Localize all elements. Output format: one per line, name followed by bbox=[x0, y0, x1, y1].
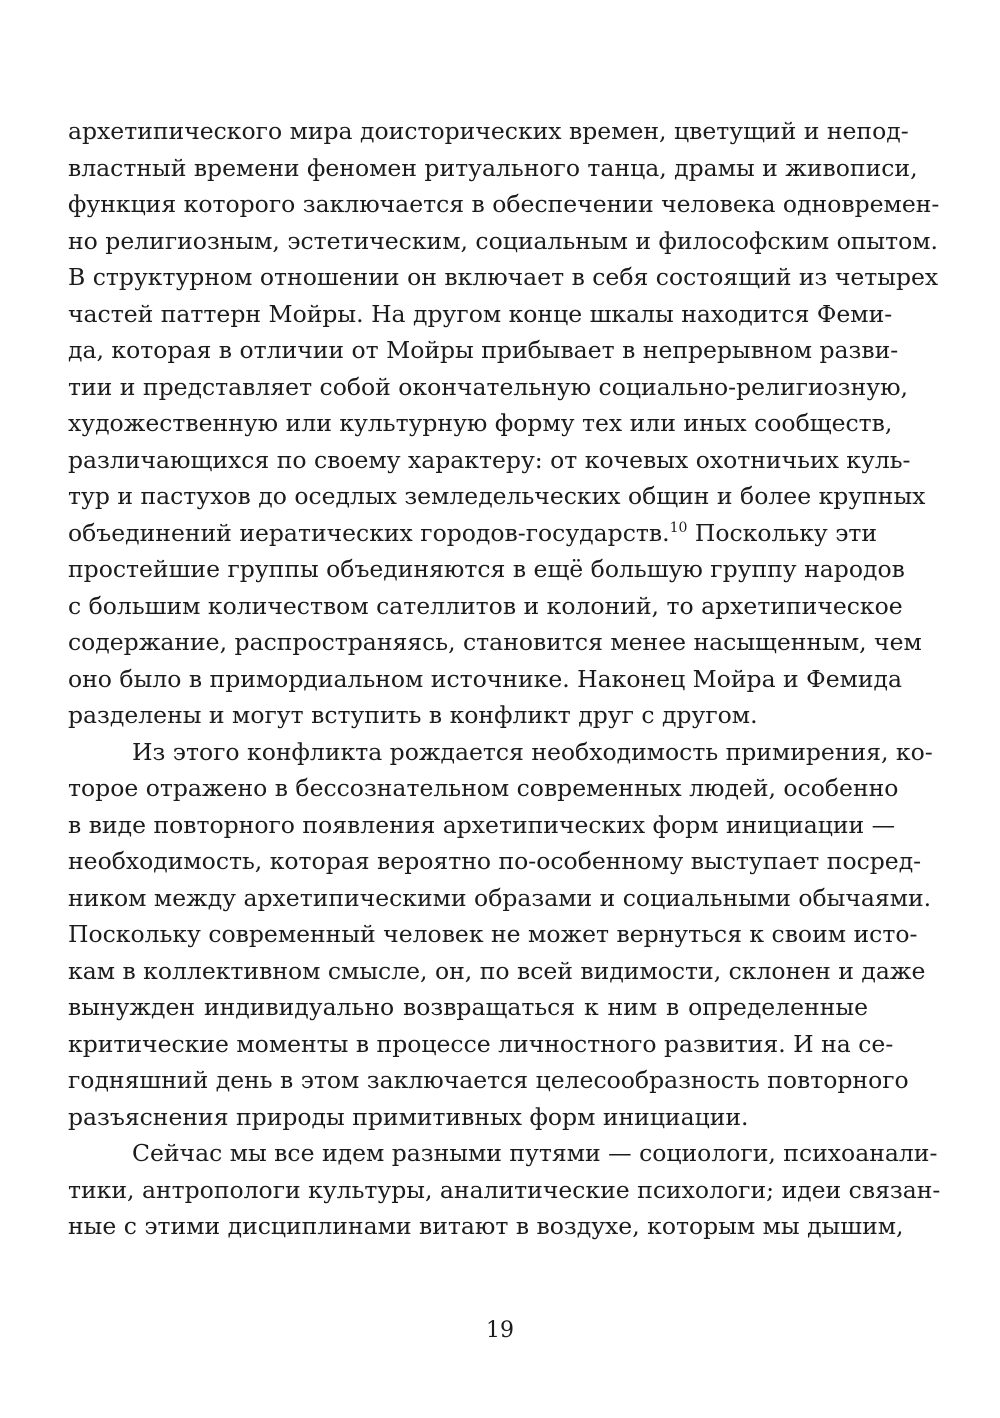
line-text: критические моменты в процессе личностного развития. И на се- bbox=[68, 1029, 894, 1058]
line-text: но религиозным, эстетическим, социальным и философским опытом. bbox=[68, 226, 938, 255]
text-line bbox=[68, 515, 878, 552]
text-line bbox=[68, 843, 922, 880]
line-text: различающихся по своему характеру: от кочевых охотничьих куль- bbox=[68, 445, 911, 474]
body-text bbox=[68, 113, 941, 1245]
line-text: оно было в примордиальном источнике. Наконец Мойра и Фемида bbox=[68, 664, 903, 693]
line-text: В структурном отношении он включает в себя состоящий из четырех bbox=[68, 263, 939, 291]
text-line bbox=[68, 661, 903, 698]
text-line bbox=[68, 1135, 938, 1172]
paragraph bbox=[68, 1135, 941, 1245]
line-text: Поскольку современный человек не может вернуться к своим исто- bbox=[68, 920, 918, 948]
text-line bbox=[68, 223, 938, 260]
text-line bbox=[68, 369, 908, 406]
text-line bbox=[68, 186, 940, 223]
text-line bbox=[68, 332, 899, 369]
text-line bbox=[68, 916, 918, 953]
text-line bbox=[68, 807, 896, 844]
text-line bbox=[68, 478, 926, 515]
line-text: содержание, распространяясь, становится менее насыщенным, чем bbox=[68, 628, 922, 656]
line-text: функция которого заключается в обеспечении человека одновремен- bbox=[68, 190, 940, 218]
text-line bbox=[68, 697, 868, 734]
text-line bbox=[68, 588, 903, 625]
text-line bbox=[68, 770, 899, 807]
text-line bbox=[68, 880, 932, 917]
line-text: тур и пастухов до оседлых земледельческих общин и более крупных bbox=[68, 482, 926, 510]
line-text-continued: Поскольку эти bbox=[687, 518, 878, 547]
line-text: простейшие группы объединяются в ещё большую группу народов bbox=[68, 555, 905, 583]
text-line bbox=[68, 113, 909, 150]
paragraph bbox=[68, 734, 933, 1136]
line-text: ником между архетипическими образами и социальными обычаями. bbox=[68, 883, 932, 912]
text-line bbox=[68, 1062, 909, 1099]
line-text: разделены и могут вступить в конфликт друг с другом. bbox=[68, 701, 758, 729]
text-line bbox=[68, 442, 911, 479]
text-line bbox=[68, 1099, 868, 1136]
line-text: архетипического мира доисторических времен, цветущий и непод- bbox=[68, 117, 909, 145]
text-line bbox=[68, 989, 868, 1026]
line-text: объединений иератических городов-государств. bbox=[68, 518, 670, 547]
line-text: частей паттерн Мойры. На другом конце шкалы находится Феми- bbox=[68, 299, 893, 328]
text-line bbox=[68, 259, 939, 296]
line-text: разъяснения природы примитивных форм инициации. bbox=[68, 1102, 749, 1131]
page-number: 19 bbox=[486, 1318, 514, 1343]
line-text: тики, антропологи культуры, аналитические психологи; идеи связан- bbox=[68, 1175, 941, 1204]
line-text: годняшний день в этом заключается целесообразность повторного bbox=[68, 1066, 909, 1094]
line-text: торое отражено в бессознательном современных людей, особенно bbox=[68, 774, 899, 802]
line-text: в виде повторного появления архетипических форм инициации — bbox=[68, 810, 896, 839]
footnote-marker[interactable]: 10 bbox=[669, 519, 688, 536]
text-line bbox=[68, 1172, 941, 1209]
text-line bbox=[68, 624, 922, 661]
line-text: ные с этими дисциплинами витают в воздухе, которым мы дышим, bbox=[68, 1212, 904, 1240]
line-text: Сейчас мы все идем разными путями — социологи, психоанали- bbox=[132, 1139, 938, 1167]
text-line bbox=[68, 1208, 904, 1245]
line-text: кам в коллективном смысле, он, по всей видимости, склонен и даже bbox=[68, 956, 926, 985]
text-line bbox=[68, 734, 933, 771]
line-text: Из этого конфликта рождается необходимость примирения, ко- bbox=[132, 737, 933, 766]
line-text: вынужден индивидуально возвращаться к ним в определенные bbox=[68, 993, 868, 1021]
text-line bbox=[68, 296, 893, 333]
line-text: да, которая в отличии от Мойры прибывает в непрерывном разви- bbox=[68, 336, 899, 364]
text-line bbox=[68, 150, 918, 187]
line-text: с большим количеством сателлитов и колоний, то архетипическое bbox=[68, 591, 903, 620]
text-line bbox=[68, 551, 905, 588]
text-line bbox=[68, 405, 893, 442]
line-text: тии и представляет собой окончательную социально-религиозную, bbox=[68, 372, 908, 401]
line-text: художественную или культурную форму тех или иных сообществ, bbox=[68, 409, 893, 437]
text-line bbox=[68, 1026, 894, 1063]
line-text: необходимость, которая вероятно по-особенному выступает посред- bbox=[68, 847, 922, 875]
line-text: властный времени феномен ритуального танца, драмы и живописи, bbox=[68, 153, 918, 182]
text-line bbox=[68, 953, 926, 990]
paragraph bbox=[68, 113, 940, 734]
